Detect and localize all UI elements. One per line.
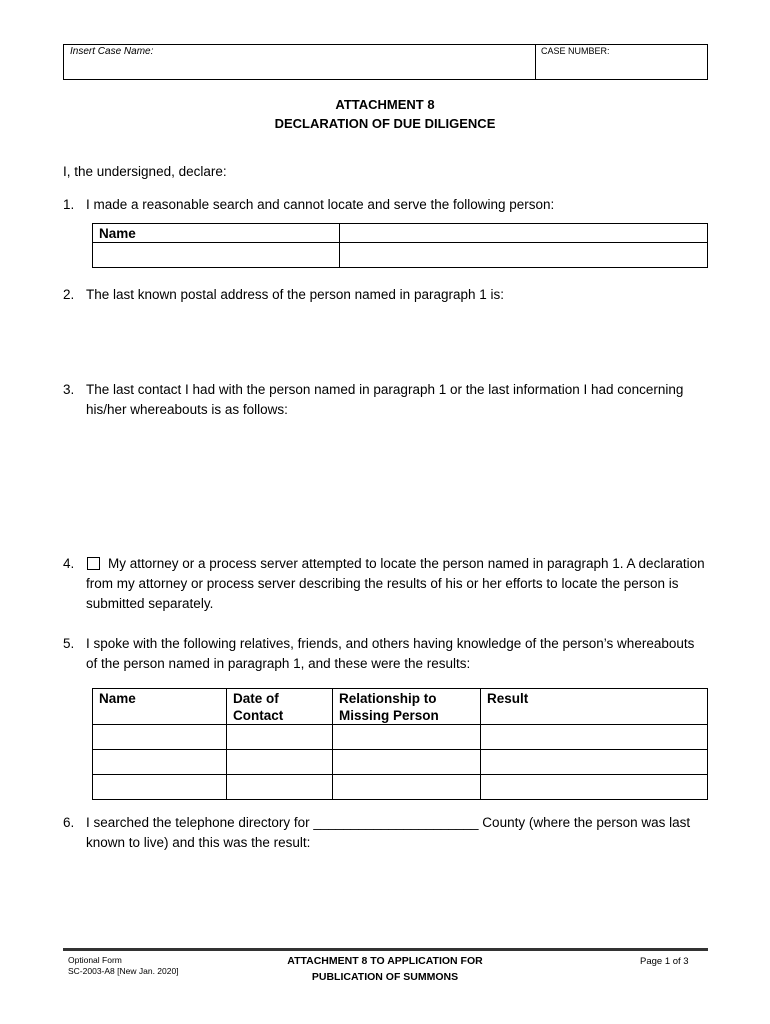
- contact-name-cell[interactable]: [93, 750, 227, 775]
- table-row: [93, 775, 708, 800]
- item-4-text-line1: My attorney or a process server attempted to locate the person named in paragraph 1. A declaration: [108, 556, 705, 571]
- item-6-text-line1: I searched the telephone directory for ______________________ County (where the person was last: [86, 815, 691, 830]
- contact-date-cell[interactable]: [227, 750, 333, 775]
- case-number-label: CASE NUMBER:: [541, 46, 610, 56]
- table-row: [93, 725, 708, 750]
- item-6-text-line2: known to live) and this was the result:: [86, 835, 311, 850]
- contact-name-cell[interactable]: [93, 775, 227, 800]
- contacts-col-name: Name: [93, 689, 227, 725]
- person-extra-cell[interactable]: [340, 243, 708, 268]
- item-3-text-line2: his/her whereabouts is as follows:: [86, 402, 288, 417]
- item-6-number: 6.: [63, 815, 75, 830]
- form-title: ATTACHMENT 8: [335, 97, 435, 112]
- contacts-table: [92, 688, 708, 800]
- footer-form-number: SC-2003-A8 [New Jan. 2020]: [68, 966, 179, 976]
- item-1-text: I made a reasonable search and cannot locate and serve the following person:: [86, 197, 555, 212]
- header-divider: [535, 44, 536, 80]
- person-name-cell[interactable]: [93, 243, 340, 268]
- item-2-text: The last known postal address of the person named in paragraph 1 is:: [86, 287, 504, 302]
- contact-relationship-cell[interactable]: [333, 725, 481, 750]
- item-4-text-line2: from my attorney or process server describing the results of his or her efforts to locate the person is: [86, 576, 679, 591]
- footer-title-line2: PUBLICATION OF SUMMONS: [311, 971, 459, 983]
- contact-date-cell[interactable]: [227, 775, 333, 800]
- contact-name-cell[interactable]: [93, 725, 227, 750]
- contacts-col-relationship: [333, 689, 481, 725]
- item-3-number: 3.: [63, 382, 75, 397]
- contacts-col-relationship-line1: Relationship to: [339, 691, 437, 706]
- person-table-header-blank: [340, 224, 708, 243]
- attorney-search-checkbox[interactable]: [87, 557, 100, 570]
- footer-title-line1: ATTACHMENT 8 TO APPLICATION FOR: [287, 955, 483, 967]
- item-4-number: 4.: [63, 556, 75, 571]
- person-table-header-name: Name: [93, 224, 340, 243]
- contact-result-cell[interactable]: [481, 750, 708, 775]
- item-4-text-line3: submitted separately.: [86, 596, 214, 611]
- item-2-number: 2.: [63, 287, 75, 302]
- case-name-label: Insert Case Name:: [70, 46, 154, 57]
- contacts-col-relationship-line2: Missing Person: [339, 708, 439, 723]
- form-subtitle: DECLARATION OF DUE DILIGENCE: [274, 116, 496, 131]
- contacts-col-result: Result: [481, 689, 708, 725]
- case-header-box: [63, 44, 708, 80]
- contact-relationship-cell[interactable]: [333, 750, 481, 775]
- contacts-col-date-line2: Contact: [233, 708, 284, 723]
- item-5-text-line2: of the person named in paragraph 1, and these were the results:: [86, 656, 471, 671]
- item-5-text-line1: I spoke with the following relatives, friends, and others having knowledge of the person’s whereabouts: [86, 636, 695, 651]
- item-5-number: 5.: [63, 636, 75, 651]
- contacts-col-date-line1: Date of: [233, 691, 279, 706]
- item-3-text-line1: The last contact I had with the person named in paragraph 1 or the last information I had concerning: [86, 382, 684, 397]
- person-table: [92, 223, 708, 268]
- contact-result-cell[interactable]: [481, 775, 708, 800]
- contact-result-cell[interactable]: [481, 725, 708, 750]
- contact-date-cell[interactable]: [227, 725, 333, 750]
- item-1-number: 1.: [63, 197, 75, 212]
- contact-relationship-cell[interactable]: [333, 775, 481, 800]
- footer-page-number: Page 1 of 3: [640, 956, 689, 967]
- intro-text: I, the undersigned, declare:: [63, 164, 227, 179]
- footer-optional-form: Optional Form: [68, 955, 122, 965]
- table-row: [93, 750, 708, 775]
- contacts-col-date: [227, 689, 333, 725]
